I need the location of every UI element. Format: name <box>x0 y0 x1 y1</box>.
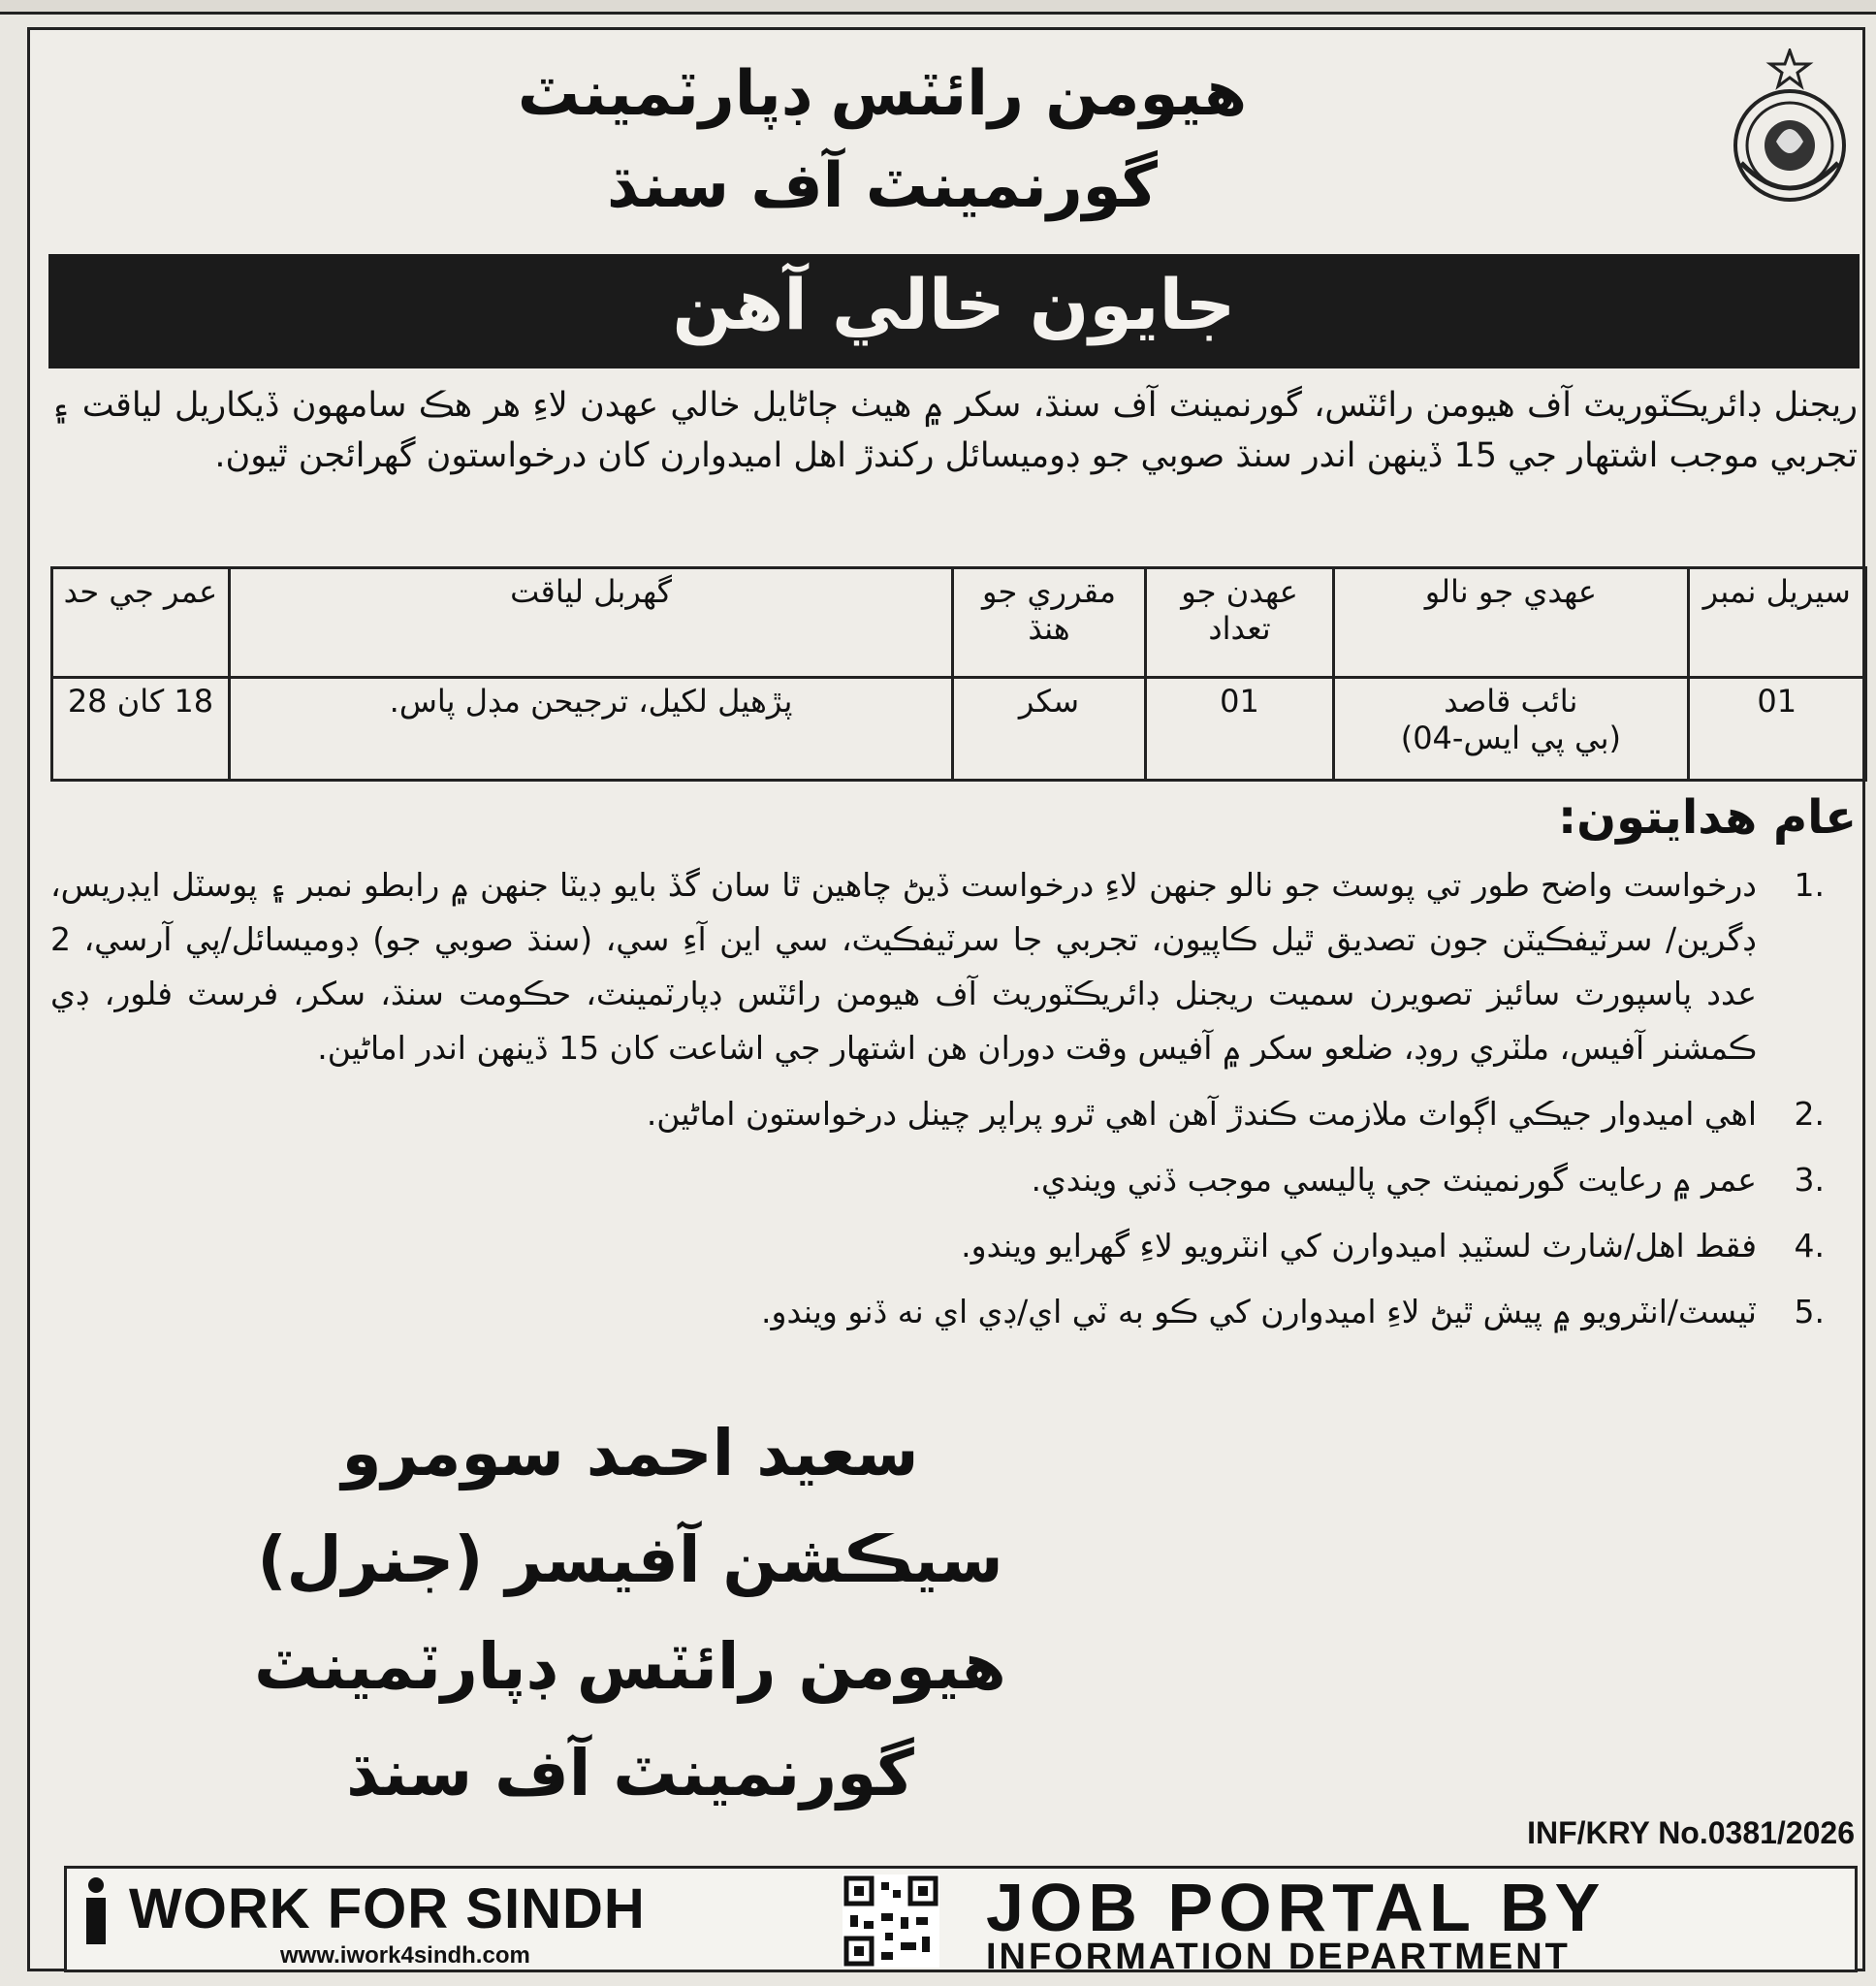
footer-department: INFORMATION DEPARTMENT <box>986 1937 1571 1977</box>
header-serial: سيريل نمبر <box>1688 568 1866 678</box>
vacancy-table <box>50 566 1867 782</box>
list-item <box>50 1153 1825 1207</box>
cell-qualification: پڙهيل لکيل، ترجيحن مڊل پاس. <box>229 678 952 781</box>
cell-serial: 01 <box>1688 678 1866 781</box>
footer-portal-title: JOB PORTAL BY <box>986 1870 1606 1945</box>
item-number: 4. <box>1794 1227 1825 1265</box>
government-heading: گورنمينٽ آف سنڌ <box>607 150 1158 222</box>
post-title: نائب قاصد <box>1444 683 1578 720</box>
post-scale: (بي پي ايس-04) <box>1400 720 1622 756</box>
header-count: عهدن جو تعداد <box>1145 568 1333 678</box>
header-age: عمر جي حد <box>52 568 230 678</box>
signatory-name: سعيد احمد سومرو <box>341 1416 919 1490</box>
list-item <box>50 1219 1825 1273</box>
iwork-logo-icon <box>77 1876 115 1946</box>
cell-count: 01 <box>1145 678 1333 781</box>
cell-age: 18 کان 28 <box>52 678 230 781</box>
sindh-government-emblem-icon <box>1728 48 1852 204</box>
item-number: 2. <box>1794 1095 1825 1133</box>
header-qualification: گهربل لياقت <box>229 568 952 678</box>
item-text: فقط اهل/شارٽ لسٽيڊ اميدوارن کي انٽرويو لاءِ گهرايو ويندو. <box>961 1227 1757 1265</box>
item-number: 3. <box>1794 1161 1825 1199</box>
footer-banner <box>64 1866 1858 1977</box>
item-number: 5. <box>1794 1293 1825 1330</box>
signatory-designation: سيڪشن آفيسر (جنرل) <box>257 1522 1003 1597</box>
cell-post <box>1334 678 1688 781</box>
item-text: اهي اميدوار جيڪي اڳواٽ ملازمت ڪندڙ آهن اهي ٿرو پراپر چينل درخواستون اماڻين. <box>646 1095 1757 1133</box>
header-place: مقرري جو هنڌ <box>953 568 1146 678</box>
banner-title: جايون خالي آهن <box>672 264 1236 345</box>
list-item <box>50 1285 1825 1339</box>
table-row <box>52 678 1866 781</box>
reference-number: INF/KRY No.0381/2026 <box>1527 1815 1855 1850</box>
list-item <box>50 1087 1825 1141</box>
footer-brand: WORK FOR SINDH <box>129 1877 646 1940</box>
item-number: 1. <box>1794 866 1825 904</box>
item-text: عمر ۾ رعايت گورنمينٽ جي پاليسي موجب ڏني ويندي. <box>1031 1161 1757 1199</box>
qr-code-icon <box>843 1874 939 1968</box>
instructions-title: عام هدايتون: <box>1557 790 1857 845</box>
vacancy-banner <box>48 254 1860 368</box>
table-header-row <box>52 568 1866 678</box>
cell-place: سکر <box>953 678 1146 781</box>
item-text: درخواست واضح طور تي پوسٽ جو نالو جنهن لاءِ درخواست ڏيڻ چاهين ٿا سان گڏ بايو ڊيٽا جنهن ۾ رابطو نمبر ۽ پوسٽل ايڊريس، ڊگرين/ سرٽيفڪيٽن جون تصديق ٿيل ڪاپيون، تجربي جا سرٽيفڪيٽ، سي اين آءِ سي، (سنڌ صوبي جو) ڊوميسائل/پي آرسي، 2 عدد پاسپورٽ سائيز تصويرن سميت ريجنل ڊائريڪٽوريٽ آف هيومن رائٽس ڊپارٽمينٽ، حڪومت سنڌ، سکر، فرسٽ فلور، ڊي ڪمشنر آفيس، ملٽري روڊ، ضلعو سکر ۾ آفيس وقت دوران هن اشتهار جي اشاعت کان 15 ڏينهن اندر اماڻين. <box>50 866 1757 1067</box>
list-item <box>50 858 1825 1075</box>
item-text: ٽيسٽ/انٽرويو ۾ پيش ٿيڻ لاءِ اميدوارن کي ڪو به ٽي اي/ڊي اي نه ڏنو ويندو. <box>761 1293 1757 1330</box>
intro-paragraph: ريجنل ڊائريڪٽوريٽ آف هيومن رائٽس، گورنمينٽ آف سنڌ، سکر ۾ هيٺ ڄاڻايل خالي عهدن لاءِ هر هڪ سامهون ڏيکاريل لياقت ۽ تجربي موجب اشتهار جي 15 ڏينهن اندر سنڌ صوبي جو ڊوميسائل رکندڙ اهل اميدوارن کان درخواستون گهرائجن ٿيون. <box>50 386 1858 475</box>
header-post: عهدي جو نالو <box>1334 568 1688 678</box>
signatory-department: هيومن رائٽس ڊپارٽمينٽ <box>254 1629 1006 1704</box>
footer-website[interactable]: www.iwork4sindh.com <box>280 1942 530 1969</box>
instructions-list <box>50 858 1825 1351</box>
top-strip <box>0 0 1876 15</box>
signatory-government: گورنمينٽ آف سنڌ <box>346 1736 914 1810</box>
department-heading: هيومن رائٽس ڊپارٽمينٽ <box>517 58 1248 130</box>
